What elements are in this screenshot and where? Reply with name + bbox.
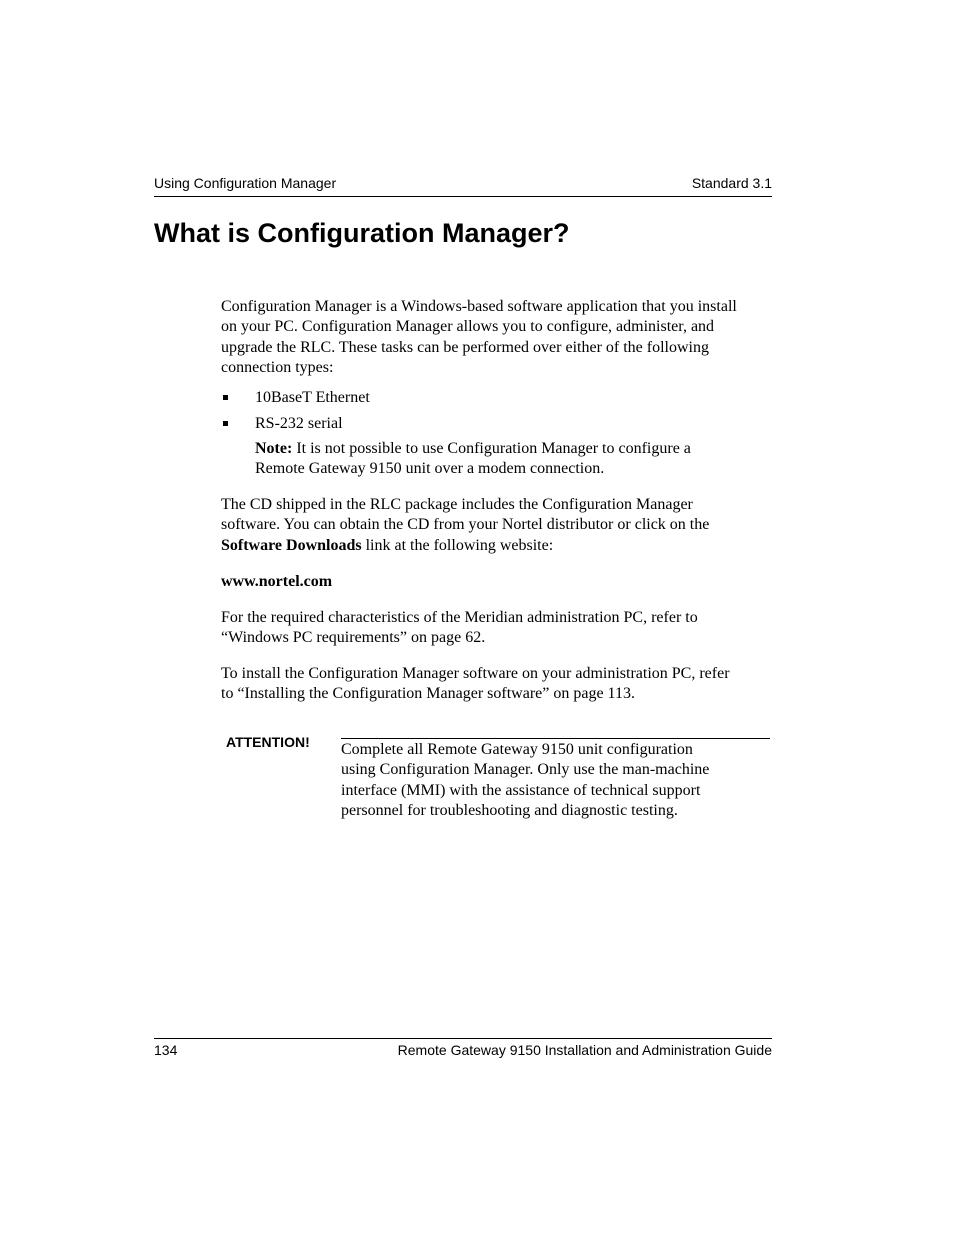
attention-label: ATTENTION!: [226, 734, 310, 750]
note-paragraph: [255, 439, 775, 480]
attention-line-4: personnel for troubleshooting and diagnostic testing.: [341, 802, 678, 820]
square-bullet-icon: [223, 421, 228, 426]
note-label: Note:: [255, 440, 293, 457]
cd-paragraph: [221, 495, 773, 556]
square-bullet-icon: [223, 395, 228, 400]
running-footer: [154, 1038, 772, 1061]
attention-line-3: interface (MMI) with the assistance of technical support: [341, 781, 701, 799]
list-item-label: 10BaseT Ethernet: [255, 389, 370, 406]
intro-paragraph: [221, 297, 773, 379]
install-paragraph: [221, 664, 773, 705]
cd-line-2: software. You can obtain the CD from your Nortel distributor or click on the: [221, 516, 710, 534]
running-header: [154, 174, 772, 197]
pc-requirements-paragraph: [221, 608, 773, 649]
attention-text: [341, 740, 771, 822]
install-line-1: To install the Configuration Manager software on your administration PC, refer: [221, 665, 730, 682]
intro-line-1: Configuration Manager is a Windows-based software application that you install: [221, 298, 737, 315]
page-number: 134: [154, 1042, 178, 1058]
footer-guide-title: Remote Gateway 9150 Installation and Administration Guide: [397, 1042, 772, 1058]
cd-line-1: The CD shipped in the RLC package includes the Configuration Manager: [221, 496, 693, 513]
software-downloads-label: Software Downloads: [221, 536, 362, 554]
attention-line-2: using Configuration Manager. Only use the man-machine: [341, 761, 710, 779]
cd-line-3: link at the following website:: [361, 536, 554, 554]
attention-line-1: Complete all Remote Gateway 9150 unit configuration: [341, 741, 693, 758]
pc-line-1: For the required characteristics of the Meridian administration PC, refer to: [221, 609, 698, 626]
intro-line-4: connection types:: [221, 359, 334, 377]
note-line-1: It is not possible to use Configuration Manager to configure a: [292, 440, 691, 457]
intro-line-3: upgrade the RLC. These tasks can be performed over either of the following: [221, 338, 709, 356]
intro-line-2: on your PC. Configuration Manager allows you to configure, administer, and: [221, 318, 715, 336]
pc-line-2: “Windows PC requirements” on page 62.: [221, 629, 486, 647]
note-line-2: Remote Gateway 9150 unit over a modem connection.: [255, 460, 605, 478]
website-url: www.nortel.com: [221, 573, 333, 590]
list-item-label: RS-232 serial: [255, 415, 343, 432]
page-title: What is Configuration Manager?: [154, 218, 570, 248]
header-standard-label: Standard 3.1: [691, 175, 772, 191]
install-line-2: to “Installing the Configuration Manager software” on page 113.: [221, 685, 635, 703]
header-section-title: Using Configuration Manager: [154, 175, 337, 191]
attention-divider: [341, 738, 770, 739]
